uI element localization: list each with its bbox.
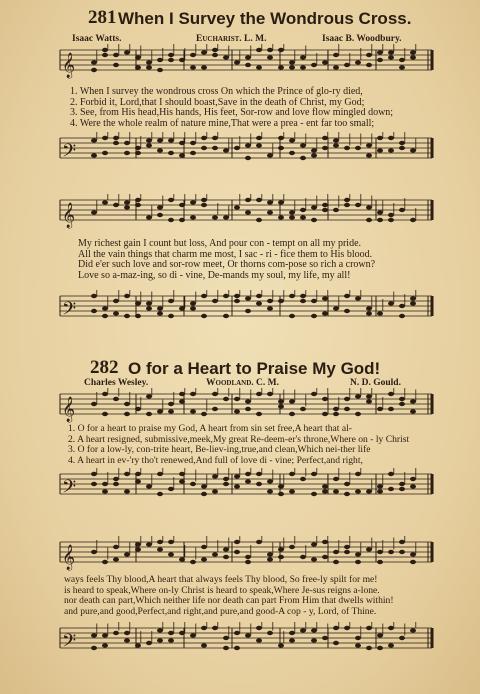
- music-system: [0, 290, 480, 334]
- lyric-line: Did e'er such love and sor-row meet, Or thorns com-pose so rich a crown?: [78, 259, 376, 271]
- lyric-line: 3. See, from His head,His hands, His feet, Sor-row and love flow mingled down;: [70, 107, 394, 119]
- lyric-line: and pure,and good,Perfect,and right,and pure,and good-A cop - y, Lord, of Thine.: [64, 606, 377, 618]
- lyric-line: 4. A heart in ev-'ry tho't renewed,And full of love di - vine; Perfect,and right,: [68, 455, 363, 467]
- verse-lyrics: [70, 87, 393, 130]
- music-system: [0, 468, 480, 512]
- lyric-line: All the vain things that charm me most, I sac - ri - fice them to His blood.: [78, 248, 373, 260]
- tune-credit: Woodland. C. M.: [206, 378, 279, 388]
- tune-credit: Eucharist. L. M.: [196, 34, 267, 44]
- svg-text:𝄢: 𝄢: [62, 477, 77, 502]
- music-system: [0, 44, 480, 86]
- lyric-line: 2. Forbid it, Lord,that I should boast,Save in the death of Christ, my God;: [70, 96, 365, 108]
- lyric-line: ways feels Thy blood,A heart that always feels Thy blood, So free-ly spilt for me!: [64, 574, 378, 585]
- lyric-line: 4. Were the whole realm of nature mine,That were a prea - ent far too small;: [70, 118, 375, 130]
- author-credit: Isaac Watts.: [72, 34, 122, 44]
- hymn-number: 282: [90, 357, 119, 378]
- svg-text:𝄢: 𝄢: [62, 299, 77, 324]
- svg-text:𝄞: 𝄞: [62, 545, 76, 570]
- lyric-line: 3. O for a low-ly, con-trite heart, Be-liev-ing,true,and clean,Which nei-ther life: [68, 444, 371, 456]
- lyric-line: 1. When I survey the wondrous cross On which the Prince of glo-ry died,: [70, 86, 363, 97]
- music-system: [0, 194, 480, 234]
- lyric-line: Love so a-maz-ing, so di - vine, De-mands my soul, my life, my all!: [78, 270, 351, 282]
- verse-lyrics: [68, 424, 409, 467]
- lyric-line: 2. A heart resigned, submissive,meek,My great Re-deem-er's throne,Where on - ly Christ: [68, 433, 410, 445]
- verse-lyrics: [64, 575, 394, 618]
- music-system: [0, 388, 480, 424]
- composer-credit: N. D. Gould.: [350, 378, 401, 388]
- hymn-number: 281: [88, 7, 117, 28]
- author-credit: Charles Wesley.: [84, 378, 149, 388]
- lyric-line: is heard to speak,Where on-ly Christ is heard to speak,Where Je-sus reigns a-lone.: [64, 584, 380, 596]
- lyric-line: 1. O for a heart to praise my God, A heart from sin set free,A heart that al-: [68, 423, 352, 434]
- music-system: [0, 132, 480, 180]
- svg-text:𝄞: 𝄞: [62, 53, 76, 78]
- svg-text:𝄞: 𝄞: [62, 203, 76, 228]
- hymn-title: O for a Heart to Praise My God!: [128, 359, 381, 378]
- music-system: [0, 622, 480, 666]
- svg-text:𝄢: 𝄢: [62, 141, 77, 166]
- svg-text:𝄢: 𝄢: [62, 631, 77, 656]
- composer-credit: Isaac B. Woodbury.: [322, 34, 402, 44]
- music-system: [0, 536, 480, 572]
- verse-lyrics: [78, 239, 375, 282]
- svg-text:𝄞: 𝄞: [62, 397, 76, 422]
- hymn-title: When I Survey the Wondrous Cross.: [118, 9, 412, 28]
- lyric-line: nor death can part,Which neither life nor death can part From Him that dwells within!: [64, 595, 394, 607]
- lyric-line: My richest gain I count but loss, And pour con - tempt on all my pride.: [78, 238, 362, 249]
